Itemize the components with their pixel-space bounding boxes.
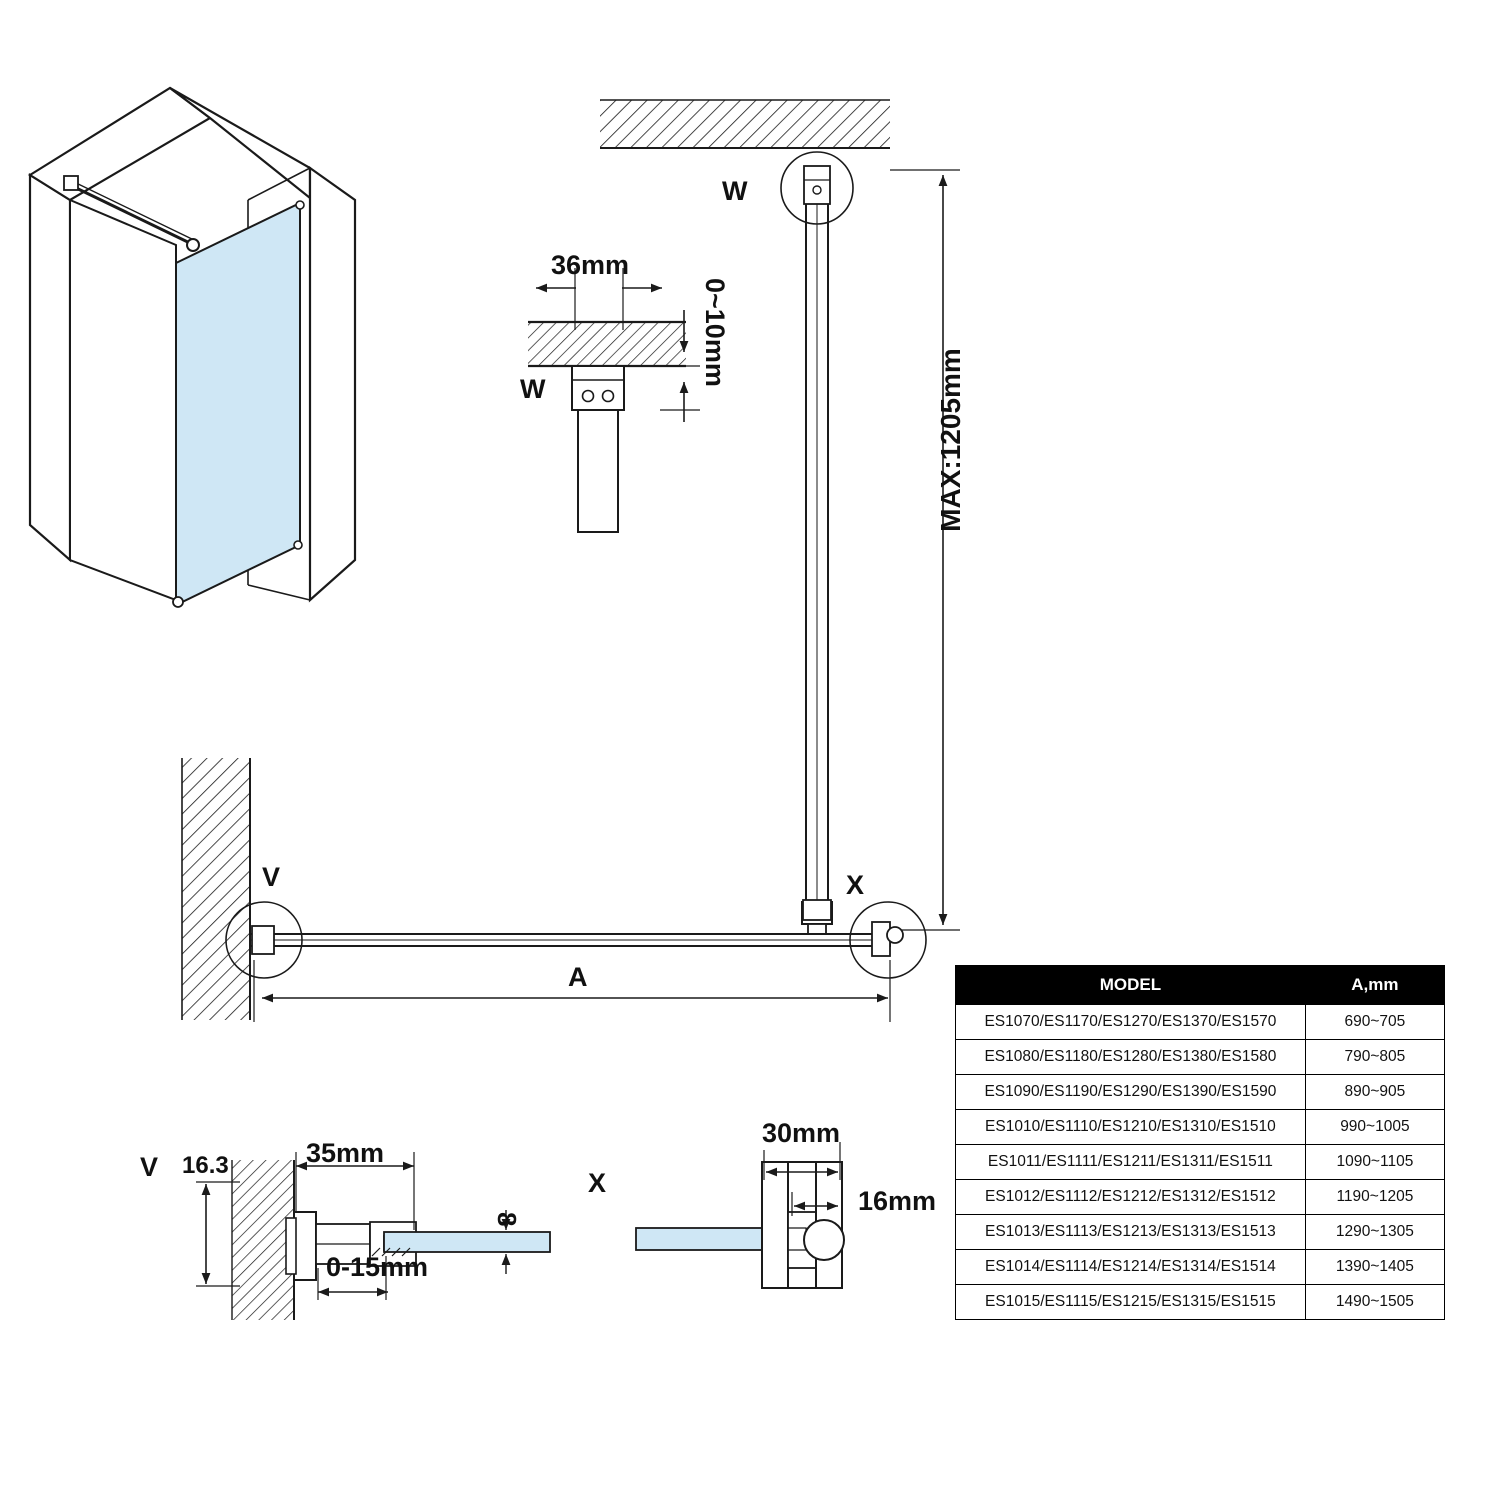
table-row xyxy=(956,1215,1445,1250)
label-w-detail: W xyxy=(520,374,546,404)
label-dim-16-3: 16.3 xyxy=(182,1152,229,1179)
label-x-plan: X xyxy=(846,870,865,900)
table-header-row xyxy=(956,966,1445,1005)
table-row xyxy=(956,1250,1445,1285)
model-spec-table xyxy=(955,965,1445,1320)
label-dim-30mm: 30mm xyxy=(762,1118,841,1148)
label-dim-36mm: 36mm xyxy=(551,250,630,280)
table-header-a: A,mm xyxy=(1305,966,1444,1005)
table-row xyxy=(956,1040,1445,1075)
v-detail-view xyxy=(196,1152,550,1320)
label-dim-16mm: 16mm xyxy=(858,1186,937,1216)
table-row xyxy=(956,1285,1445,1320)
table-row xyxy=(956,1110,1445,1145)
label-v-plan: V xyxy=(262,862,281,892)
table-row xyxy=(956,1075,1445,1110)
cell-a: 790~805 xyxy=(1305,1040,1444,1075)
cell-model: ES1015/ES1115/ES1215/ES1315/ES1515 xyxy=(956,1285,1306,1320)
cell-a: 1490~1505 xyxy=(1305,1285,1444,1320)
cell-model: ES1010/ES1110/ES1210/ES1310/ES1510 xyxy=(956,1110,1306,1145)
cell-model: ES1011/ES1111/ES1211/ES1311/ES1511 xyxy=(956,1145,1306,1180)
cell-a: 990~1005 xyxy=(1305,1110,1444,1145)
label-v-detail: V xyxy=(140,1152,159,1182)
label-max-height: MAX:1205mm xyxy=(935,348,966,532)
label-dim-0-10mm: 0~10mm xyxy=(700,278,730,387)
cell-a: 1090~1105 xyxy=(1305,1145,1444,1180)
table-row xyxy=(956,1005,1445,1040)
label-dim-8: 8 xyxy=(492,1212,522,1227)
cell-model: ES1070/ES1170/ES1270/ES1370/ES1570 xyxy=(956,1005,1306,1040)
cell-model: ES1014/ES1114/ES1214/ES1314/ES1514 xyxy=(956,1250,1306,1285)
cell-model: ES1013/ES1113/ES1213/ES1313/ES1513 xyxy=(956,1215,1306,1250)
x-detail-view xyxy=(636,1142,844,1288)
table-header-model: MODEL xyxy=(956,966,1306,1005)
cell-model: ES1080/ES1180/ES1280/ES1380/ES1580 xyxy=(956,1040,1306,1075)
label-dim-0-15mm: 0-15mm xyxy=(326,1252,429,1282)
label-dim-35mm: 35mm xyxy=(306,1138,385,1168)
iso-view xyxy=(30,88,355,607)
label-w-elevation: W xyxy=(722,176,748,206)
table-row xyxy=(956,1180,1445,1215)
cell-model: ES1090/ES1190/ES1290/ES1390/ES1590 xyxy=(956,1075,1306,1110)
label-dim-a: A xyxy=(568,962,588,992)
cell-a: 1190~1205 xyxy=(1305,1180,1444,1215)
cell-model: ES1012/ES1112/ES1212/ES1312/ES1512 xyxy=(956,1180,1306,1215)
elevation-view xyxy=(600,100,960,938)
cell-a: 1290~1305 xyxy=(1305,1215,1444,1250)
cell-a: 1390~1405 xyxy=(1305,1250,1444,1285)
cell-a: 890~905 xyxy=(1305,1075,1444,1110)
w-detail-view xyxy=(528,268,700,532)
cell-a: 690~705 xyxy=(1305,1005,1444,1040)
label-x-detail: X xyxy=(588,1168,607,1198)
table-row xyxy=(956,1145,1445,1180)
table-body xyxy=(956,1005,1445,1320)
